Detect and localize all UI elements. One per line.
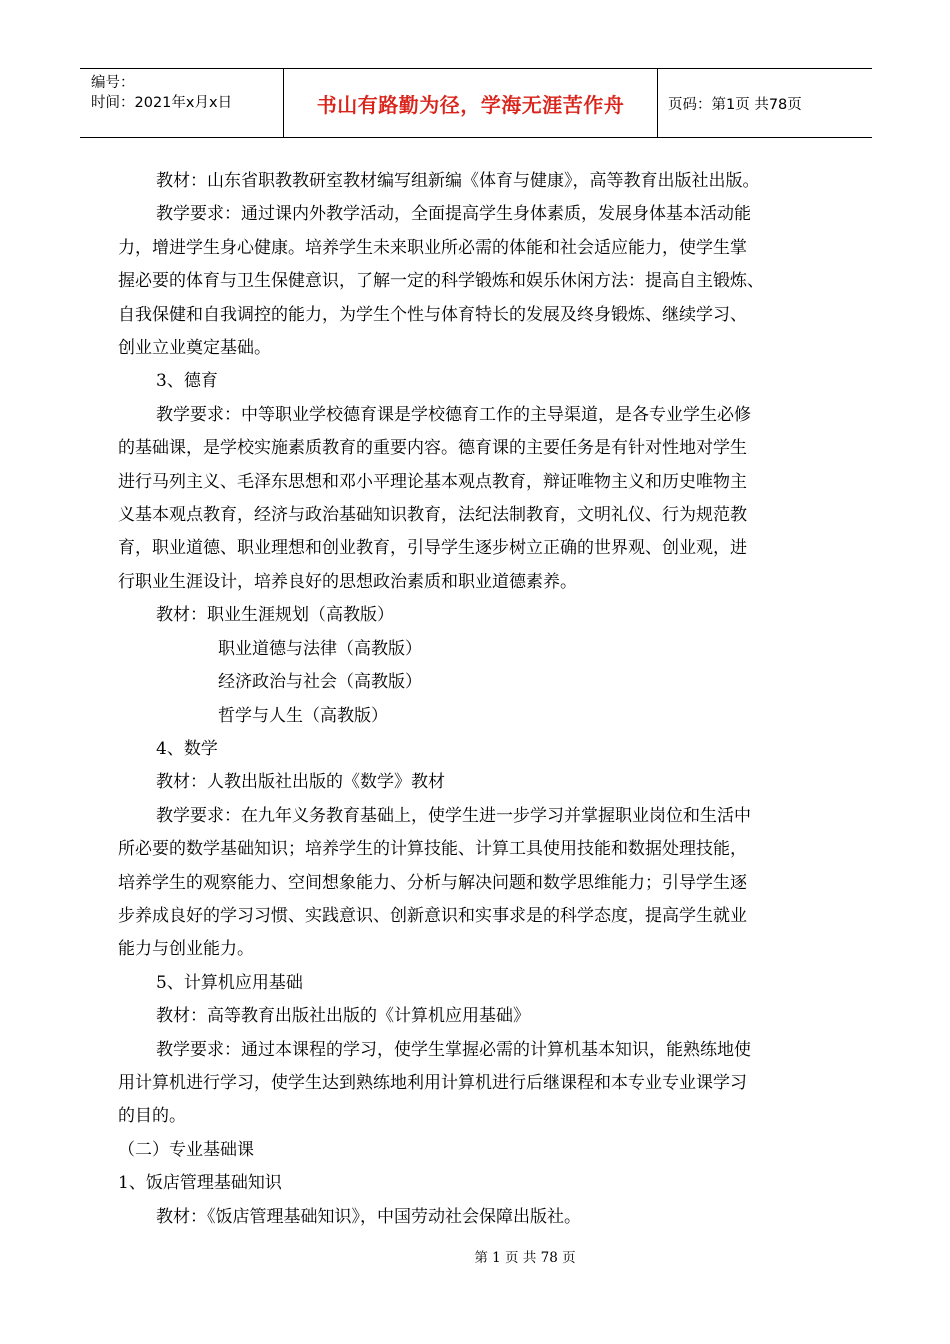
paragraph-line: 所必要的数学基础知识；培养学生的计算技能、计算工具使用技能和数据处理技能，	[118, 839, 747, 860]
header-motto: 书山有路勤为径，学海无涯苦作舟	[284, 69, 658, 137]
paragraph-line: 步养成良好的学习习惯、实践意识、创新意识和实事求是的科学态度，提高学生就业	[118, 905, 747, 926]
paragraph-line: 的目的。	[118, 1106, 186, 1127]
paragraph-line: 教学要求：通过课内外教学活动，全面提高学生身体素质，发展身体基本活动能	[156, 204, 751, 225]
paragraph-line: 创业立业奠定基础。	[118, 338, 271, 359]
paragraph-line: 的基础课，是学校实施素质教育的重要内容。德育课的主要任务是有针对性地对学生	[118, 438, 747, 459]
section-heading: 5、计算机应用基础	[156, 972, 303, 993]
textbook-line: 经济政治与社会（高教版）	[218, 672, 422, 693]
paragraph-line: 教学要求：在九年义务教育基础上，使学生进一步学习并掌握职业岗位和生活中	[156, 805, 751, 826]
page-footer: 第 1 页 共 78 页	[474, 1250, 576, 1266]
serial-number-label: 编号：	[91, 75, 135, 91]
paragraph-line: 行职业生涯设计，培养良好的思想政治素质和职业道德素养。	[118, 571, 577, 592]
paragraph-line: 握必要的体育与卫生保健意识，了解一定的科学锻炼和娱乐休闲方法：提高自主锻炼、	[118, 271, 764, 292]
paragraph-line: 能力与创业能力。	[118, 939, 254, 960]
textbook-line: 教材：高等教育出版社出版的《计算机应用基础》	[156, 1006, 530, 1027]
section-heading: 4、数学	[156, 738, 218, 759]
section-heading: （二）专业基础课	[118, 1139, 254, 1160]
document-body	[118, 165, 840, 1234]
date-label: 时间：2021年x月x日	[91, 95, 233, 111]
header-meta	[80, 69, 284, 137]
textbook-line: 教材：《饭店管理基础知识》，中国劳动社会保障出版社。	[156, 1206, 581, 1227]
paragraph-line: 教学要求：中等职业学校德育课是学校德育工作的主导渠道，是各专业学生必修	[156, 404, 751, 425]
section-heading: 1、饭店管理基础知识	[118, 1173, 282, 1194]
textbook-line: 哲学与人生（高教版）	[218, 705, 388, 726]
paragraph-line: 教学要求：通过本课程的学习，使学生掌握必需的计算机基本知识，能熟练地使	[156, 1039, 751, 1060]
paragraph-line: 义基本观点教育，经济与政治基础知识教育，法纪法制教育，文明礼仪、行为规范教	[118, 505, 747, 526]
header-page-number: 页码：第1页 共78页	[668, 96, 802, 113]
paragraph-line: 用计算机进行学习，使学生达到熟练地利用计算机进行后继课程和本专业专业课学习	[118, 1072, 747, 1093]
textbook-line: 教材：人教出版社出版的《数学》教材	[156, 772, 445, 793]
paragraph-line: 自我保健和自我调控的能力，为学生个性与体育特长的发展及终身锻炼、继续学习、	[118, 304, 747, 325]
paragraph-line: 进行马列主义、毛泽东思想和邓小平理论基本观点教育，辩证唯物主义和历史唯物主	[118, 471, 747, 492]
paragraph-line: 育，职业道德、职业理想和创业教育，引导学生逐步树立正确的世界观、创业观，进	[118, 538, 747, 559]
paragraph-line: 教材：山东省职教教研室教材编写组新编《体育与健康》，高等教育出版社出版。	[156, 171, 760, 191]
textbook-line: 教材：职业生涯规划（高教版）	[156, 605, 394, 626]
section-heading: 3、德育	[156, 371, 218, 392]
paragraph-line: 力，增进学生身心健康。培养学生未来职业所必需的体能和社会适应能力，使学生掌	[118, 237, 747, 258]
paragraph-line: 培养学生的观察能力、空间想象能力、分析与解决问题和数学思维能力；引导学生逐	[118, 872, 747, 893]
textbook-line: 职业道德与法律（高教版）	[218, 638, 422, 659]
document-header	[80, 68, 872, 138]
